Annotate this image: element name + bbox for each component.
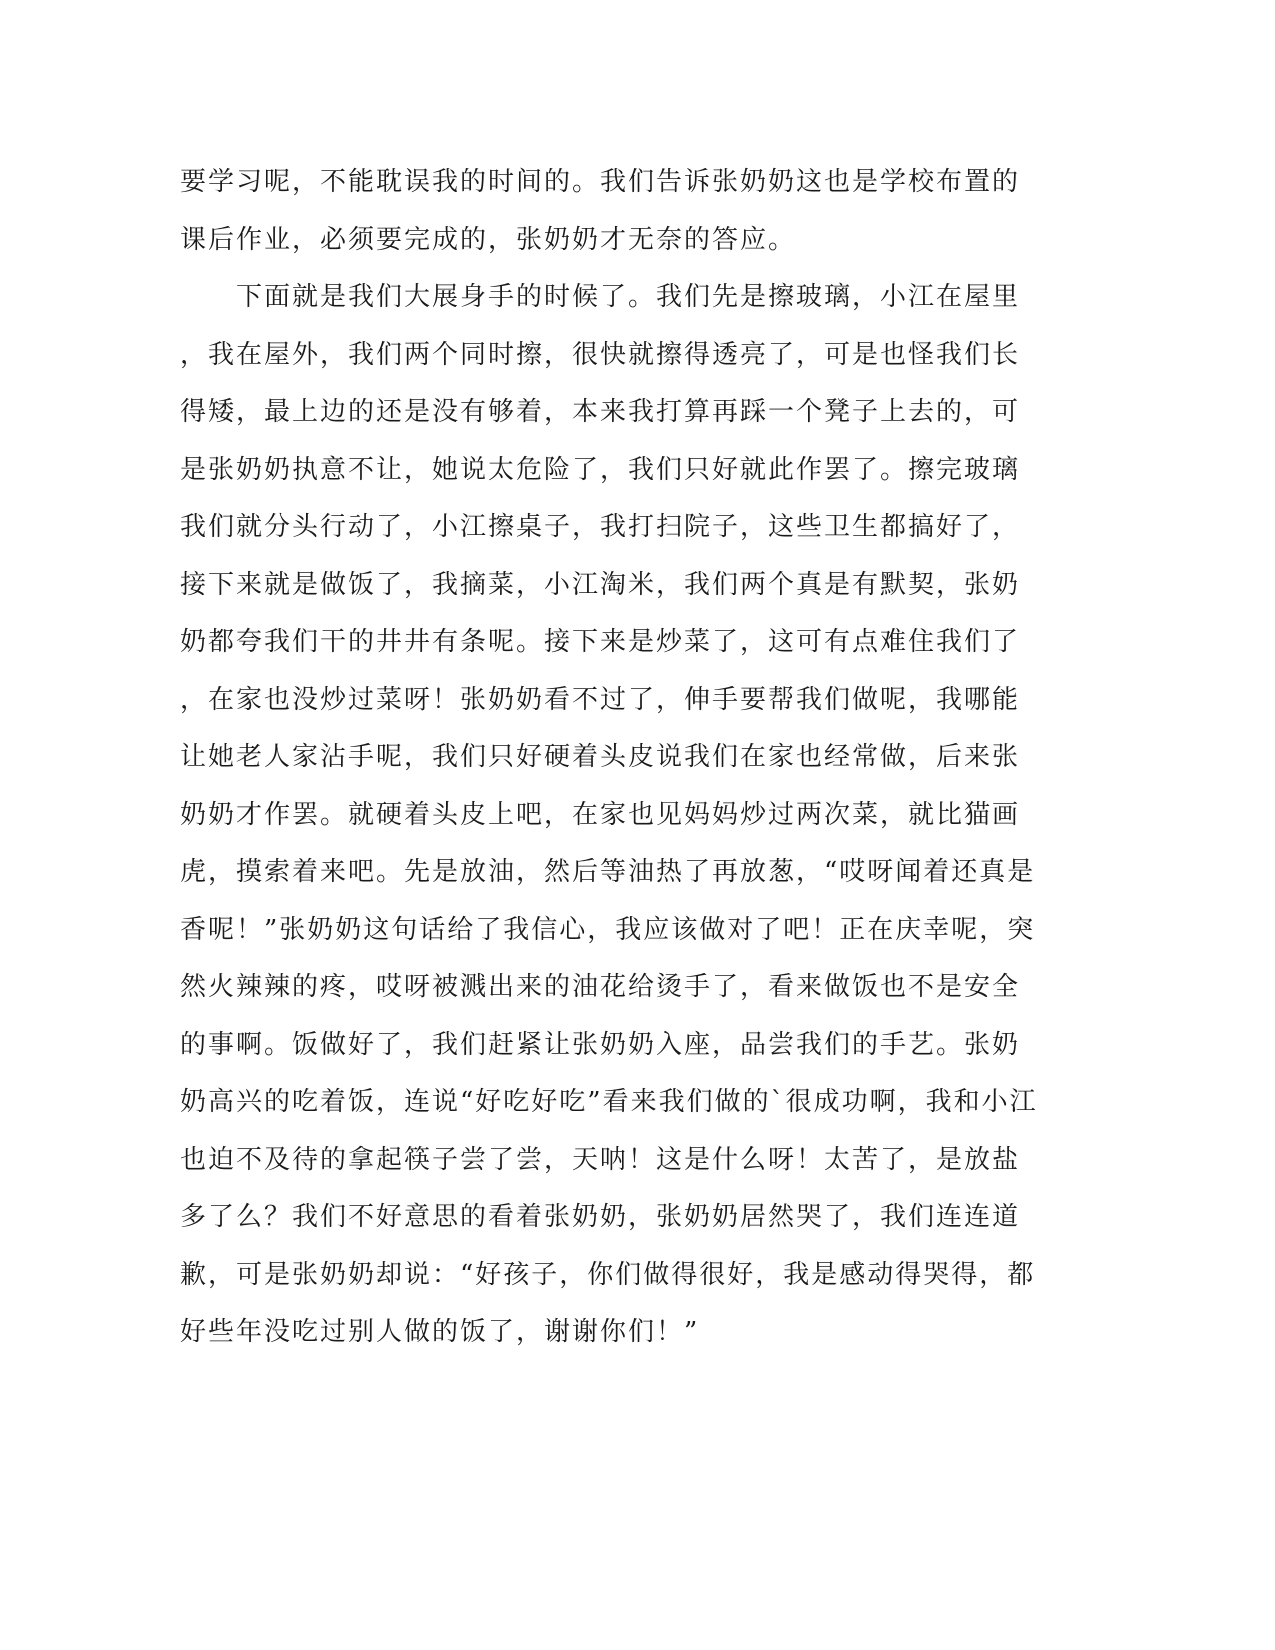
text-line: 歉，可是张奶奶却说：“好孩子，你们做得很好，我是感动得哭得，都 bbox=[180, 1259, 1036, 1290]
text-line: ，我在屋外，我们两个同时擦，很快就擦得透亮了，可是也怪我们长 bbox=[180, 339, 1021, 370]
text-line: 下面就是我们大展身手的时候了。我们先是擦玻璃，小江在屋里 bbox=[180, 282, 1021, 312]
text-line: 的事啊。饭做好了，我们赶紧让张奶奶入座，品尝我们的手艺。张奶 bbox=[180, 1029, 1021, 1060]
text-line: 接下来就是做饭了，我摘菜，小江淘米，我们两个真是有默契，张奶 bbox=[180, 569, 1021, 600]
text-line: 虎，摸索着来吧。先是放油，然后等油热了再放葱，“哎呀闻着还真是 bbox=[180, 857, 1036, 887]
text-line: ，在家也没炒过菜呀！张奶奶看不过了，伸手要帮我们做呢，我哪能 bbox=[180, 684, 1021, 715]
text-line: 得矮，最上边的还是没有够着，本来我打算再踩一个凳子上去的，可 bbox=[180, 397, 1021, 427]
text-line: 奶奶才作罢。就硬着头皮上吧，在家也见妈妈炒过两次菜，就比猫画 bbox=[180, 799, 1021, 830]
text-line: 让她老人家沾手呢，我们只好硬着头皮说我们在家也经常做，后来张 bbox=[180, 742, 1021, 772]
text-line: 多了么？我们不好意思的看着张奶奶，张奶奶居然哭了，我们连连道 bbox=[180, 1202, 1021, 1232]
text-line: 奶高兴的吃着饭，连说“好吃好吃”看来我们做的`很成功啊，我和小江 bbox=[180, 1087, 1038, 1117]
text-line: 然火辣辣的疼，哎呀被溅出来的油花给烫手了，看来做饭也不是安全 bbox=[180, 972, 1021, 1002]
body-text bbox=[180, 160, 1050, 1368]
text-line: 我们就分头行动了，小江擦桌子，我打扫院子，这些卫生都搞好了， bbox=[180, 512, 1021, 542]
text-line: 好些年没吃过别人做的饭了，谢谢你们！” bbox=[180, 1317, 700, 1347]
text-line: 是张奶奶执意不让，她说太危险了，我们只好就此作罢了。擦完玻璃 bbox=[180, 454, 1021, 485]
text-line: 课后作业，必须要完成的，张奶奶才无奈的答应。 bbox=[180, 224, 797, 255]
text-line: 也迫不及待的拿起筷子尝了尝，天呐！这是什么呀！太苦了，是放盐 bbox=[180, 1144, 1021, 1175]
text-line: 奶都夸我们干的井井有条呢。接下来是炒菜了，这可有点难住我们了 bbox=[180, 627, 1021, 657]
text-line: 要学习呢，不能耽误我的时间的。我们告诉张奶奶这也是学校布置的 bbox=[180, 167, 1021, 197]
text-line: 香呢！”张奶奶这句话给了我信心，我应该做对了吧！正在庆幸呢，突 bbox=[180, 914, 1036, 945]
